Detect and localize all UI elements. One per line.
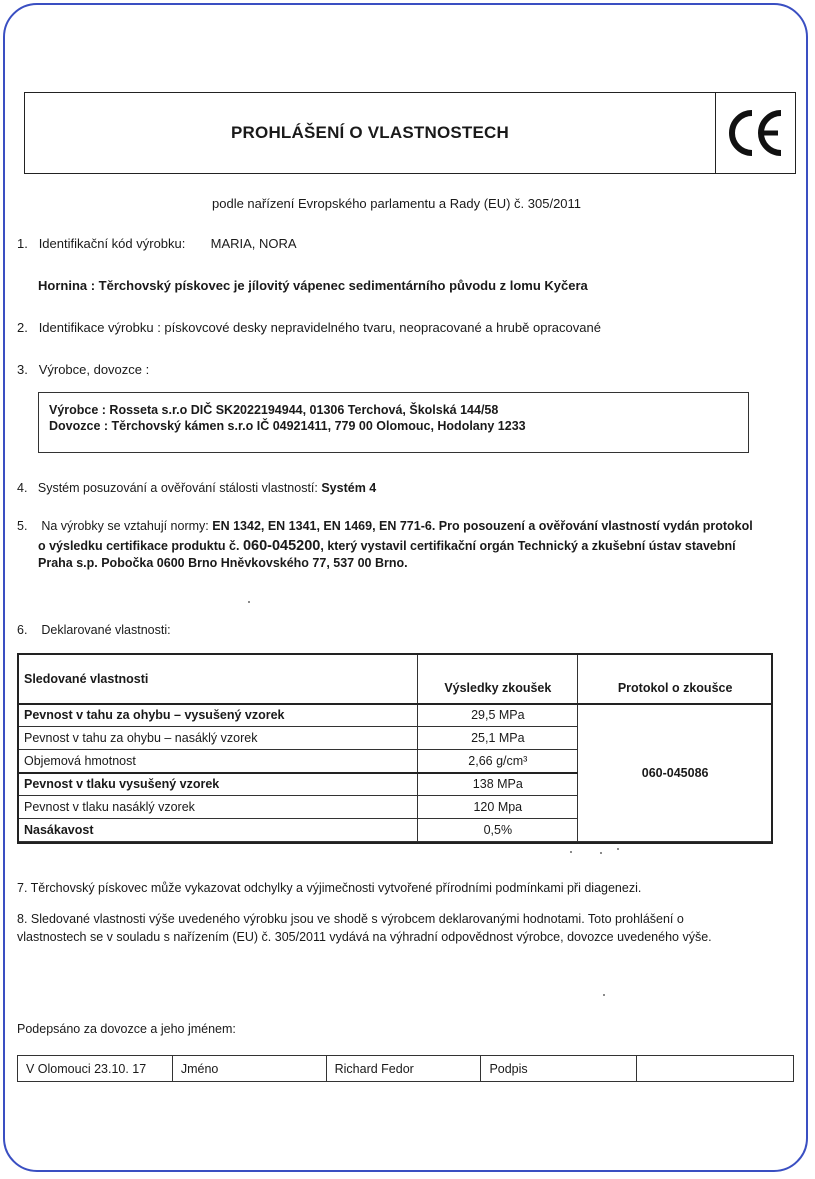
item-4-text: Systém posuzování a ověřování stálosti vlastností: <box>37 481 318 495</box>
page-title: PROHLÁŠENÍ O VLASTNOSTECH <box>231 123 509 142</box>
property-value: 138 MPa <box>418 773 578 796</box>
property-name: Nasákavost <box>18 819 418 842</box>
item-3 <box>17 362 149 377</box>
scan-speck <box>248 601 250 603</box>
item-1 <box>17 236 297 251</box>
item-5-issuer: , který vystavil certifikační orgán Technický a zkušební ústav stavební <box>320 539 736 553</box>
table-row <box>18 704 773 727</box>
property-name: Pevnost v tlaku vysušený vzorek <box>18 773 418 796</box>
signature-table <box>17 1055 794 1082</box>
property-name: Pevnost v tlaku nasáklý vzorek <box>18 796 418 819</box>
item-8-line-2: vlastnostech se v souladu s nařízením (EU) č. 305/2011 vydává na výhradní odpovědnost výrobce, dovozce uvedeného výše. <box>17 930 712 944</box>
item-3-num: 3. <box>17 362 28 377</box>
table-header-row <box>18 654 773 704</box>
property-value: 2,66 g/cm³ <box>418 750 578 773</box>
place-date: V Olomouci 23.10. 17 <box>18 1056 173 1082</box>
property-value: 0,5% <box>418 819 578 842</box>
name-label: Jméno <box>172 1056 326 1082</box>
producer-line: Výrobce : Rosseta s.r.o DIČ SK2022194944, 01306 Terchová, Školská 144/58 <box>49 403 499 417</box>
scan-speck <box>600 852 602 854</box>
header-protocol: Protokol o zkoušce <box>578 654 773 704</box>
item-3-text: Výrobce, dovozce : <box>38 362 150 377</box>
page-border <box>3 3 808 1172</box>
importer-line: Dovozce : Těrchovský kámen s.r.o IČ 04921411, 779 00 Olomouc, Hodolany 1233 <box>49 419 526 433</box>
item-5-lead: Na výrobky se vztahují normy: <box>41 519 209 533</box>
scan-speck <box>603 994 605 996</box>
item-4-num: 4. <box>17 481 28 495</box>
item-2-num: 2. <box>17 320 28 335</box>
property-value: 29,5 MPa <box>418 704 578 727</box>
title-box <box>24 92 796 174</box>
property-name: Pevnost v tahu za ohybu – vysušený vzorek <box>18 704 418 727</box>
item-7: 7. Těrchovský pískovec může vykazovat odchylky a výjimečnosti vytvořené přírodními podmínkami při diagenezi. <box>17 881 642 895</box>
header-property: Sledované vlastnosti <box>18 654 418 704</box>
item-2 <box>17 320 601 335</box>
signature-row <box>18 1056 794 1082</box>
scan-speck <box>570 851 572 853</box>
manufacturer-box <box>38 392 749 453</box>
item-4-system: Systém 4 <box>321 481 377 495</box>
item-2-text: Identifikace výrobku : pískovcové desky nepravidelného tvaru, neopracované a hrubě opracované <box>38 320 601 335</box>
signature-field <box>637 1056 794 1082</box>
item-5-line-1 <box>17 519 753 533</box>
item-6-num: 6. <box>17 623 28 637</box>
item-1-label: Identifikační kód výrobku: <box>38 236 186 251</box>
property-name: Pevnost v tahu za ohybu – nasáklý vzorek <box>18 727 418 750</box>
item-5-line-2 <box>38 538 736 554</box>
ce-mark <box>715 93 795 173</box>
properties-table <box>17 653 773 842</box>
item-6-text: Deklarované vlastnosti: <box>41 623 171 637</box>
signed-label: Podepsáno za dovozce a jeho jménem: <box>17 1022 236 1036</box>
item-1-value: MARIA, NORA <box>210 236 297 251</box>
header-results: Výsledky zkoušek <box>418 654 578 704</box>
item-5-certificate-label: o výsledku certifikace produktu č. <box>38 539 240 553</box>
regulation-line: podle nařízení Evropského parlamentu a Rady (EU) č. 305/2011 <box>212 196 582 211</box>
property-value: 25,1 MPa <box>418 727 578 750</box>
item-5-line-3: Praha s.p. Pobočka 0600 Brno Hněvkovského 77, 537 00 Brno. <box>38 556 408 570</box>
item-1-num: 1. <box>17 236 28 251</box>
item-6 <box>17 623 171 637</box>
certificate-number: 060-045200 <box>242 538 321 554</box>
property-name: Objemová hmotnost <box>18 750 418 773</box>
item-5-num: 5. <box>17 519 28 533</box>
scan-speck <box>617 848 619 850</box>
item-8-line-1: 8. Sledované vlastnosti výše uvedeného výrobku jsou ve shodě s výrobcem deklarovanými hodnotami. Toto prohlášení o <box>17 912 684 926</box>
item-4 <box>17 481 376 495</box>
item-5-standards: EN 1342, EN 1341, EN 1469, EN 771-6. Pro posouzení a ověřování vlastností vydán protokol <box>212 519 753 533</box>
ce-mark-icon <box>725 105 787 161</box>
signature-label: Podpis <box>481 1056 637 1082</box>
property-value: 120 Mpa <box>418 796 578 819</box>
signer-name: Richard Fedor <box>326 1056 481 1082</box>
rock-description: Hornina : Těrchovský pískovec je jílovitý vápenec sedimentárního původu z lomu Kyčera <box>38 278 588 293</box>
protocol-number: 060-045086 <box>578 704 773 842</box>
